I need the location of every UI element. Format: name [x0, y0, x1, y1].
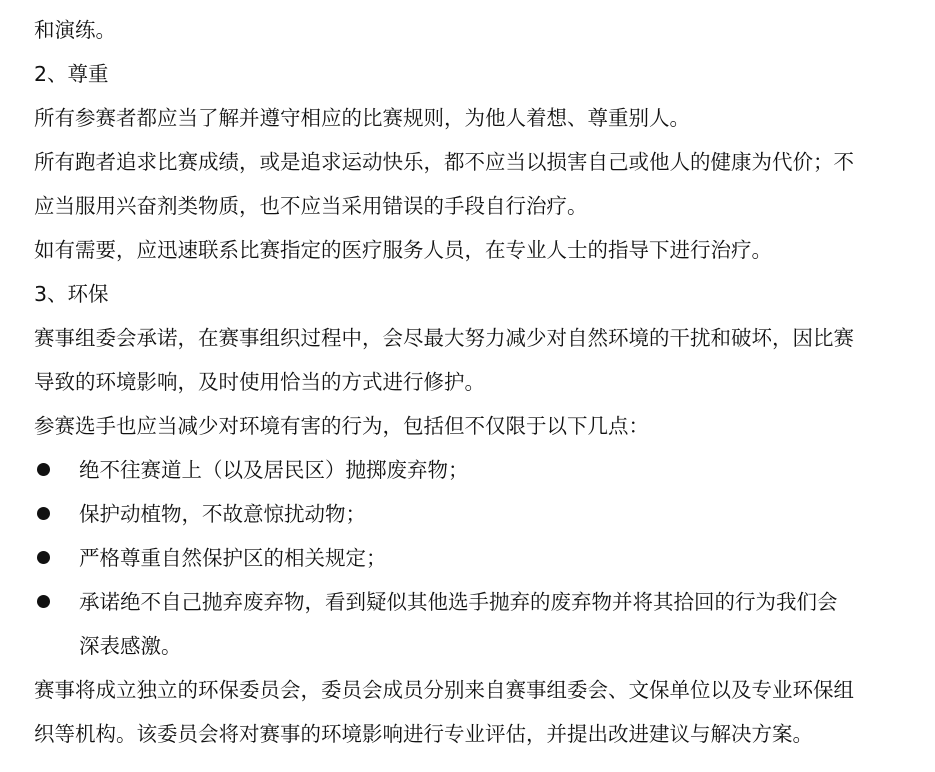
- bullet-dot-icon: [37, 463, 50, 476]
- bullet-text: 严格尊重自然保护区的相关规定；: [79, 546, 387, 570]
- document-body: [34, 8, 902, 756]
- bullet-dot-icon: [37, 595, 50, 608]
- paragraph-line: 和演练。: [34, 18, 116, 42]
- bullet-text: 承诺绝不自己抛弃废弃物，看到疑似其他选手抛弃的废弃物并将其拾回的行为我们会: [79, 590, 838, 614]
- bullet-text: 绝不往赛道上（以及居民区）抛掷废弃物；: [79, 458, 469, 482]
- section-heading-environment: 3、环保: [34, 282, 109, 306]
- paragraph-line: 导致的环境影响，及时使用恰当的方式进行修护。: [34, 370, 485, 394]
- paragraph-line: 参赛选手也应当减少对环境有害的行为，包括但不仅限于以下几点：: [34, 414, 649, 438]
- paragraph-line: 应当服用兴奋剂类物质，也不应当采用错误的手段自行治疗。: [34, 194, 588, 218]
- bullet-item: [34, 448, 902, 492]
- bullet-item: [34, 492, 902, 536]
- bullet-text: 保护动植物，不故意惊扰动物；: [79, 502, 366, 526]
- paragraph-line: 织等机构。该委员会将对赛事的环境影响进行专业评估，并提出改进建议与解决方案。: [34, 722, 813, 746]
- bullet-continuation: 深表感激。: [79, 634, 182, 658]
- paragraph-line: 如有需要，应迅速联系比赛指定的医疗服务人员，在专业人士的指导下进行治疗。: [34, 238, 772, 262]
- bullet-dot-icon: [37, 551, 50, 564]
- bullet-item: [34, 536, 902, 580]
- paragraph-line: 所有跑者追求比赛成绩，或是追求运动快乐，都不应当以损害自己或他人的健康为代价；不: [34, 150, 854, 174]
- paragraph-line: 赛事组委会承诺，在赛事组织过程中，会尽最大努力减少对自然环境的干扰和破坏，因比赛: [34, 326, 854, 350]
- paragraph-line: 赛事将成立独立的环保委员会，委员会成员分别来自赛事组委会、文保单位以及专业环保组: [34, 678, 854, 702]
- paragraph-line: 所有参赛者都应当了解并遵守相应的比赛规则，为他人着想、尊重别人。: [34, 106, 690, 130]
- section-heading-respect: 2、尊重: [34, 62, 109, 86]
- bullet-item: [34, 580, 902, 624]
- bullet-dot-icon: [37, 507, 50, 520]
